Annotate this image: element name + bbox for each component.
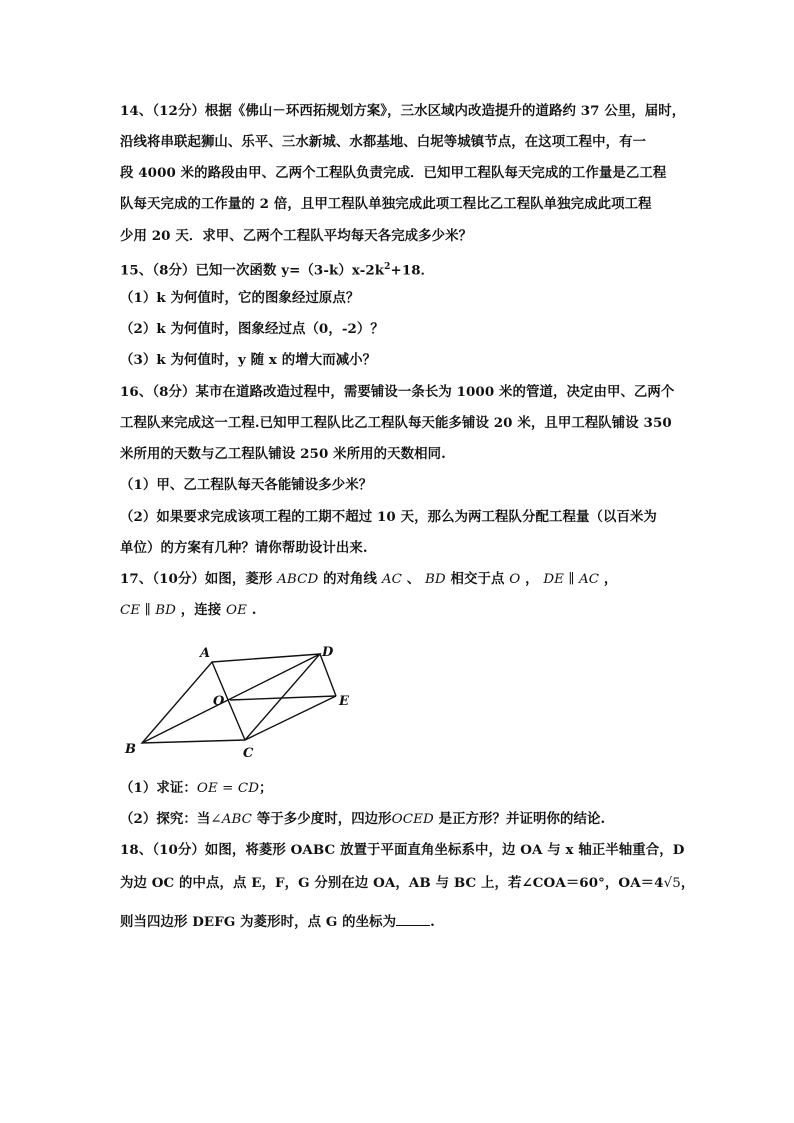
q17-line-2 [120, 600, 680, 621]
q17-line-1 [120, 569, 680, 590]
q17-ce-parallel-bd: CE ∥ BD [120, 603, 176, 618]
q15-part-2: （2）k 为何值时，图象经过点（0，-2）？ [120, 321, 384, 337]
q15-exponent: 2 [384, 262, 391, 272]
q17-l1g: 相交于点 [445, 571, 510, 587]
q16-part-2b: 单位）的方案有几种？请你帮助设计出来. [120, 540, 368, 556]
q16-part-2a: （2）如果要求完成该项工程的工期不超过 10 天，那么为两工程队分配工程量（以百米为 [120, 509, 657, 525]
q16-part-1: （1）甲、乙工程队每天各能铺设多少米？ [120, 477, 373, 493]
q18-line-3: 则当四边形 DEFG 为菱形时，点 G 的坐标为 . [120, 914, 435, 930]
q14-line-5: 少用 20 天．求甲、乙两个工程队平均每天各完成多少米？ [120, 228, 473, 244]
q17-l1e: 、 [401, 571, 425, 587]
rhombus-figure [120, 640, 360, 765]
q18-line-2 [120, 873, 695, 894]
q18-line-1: 18、（10分）如图，将菱形 OABC 放置于平面直角坐标系中，边 OA 与 x 轴正半轴重合，D [120, 842, 685, 858]
label-o: O [213, 694, 225, 709]
q17-quad-oced: OCED [391, 812, 434, 827]
label-d: D [322, 645, 334, 660]
q15-part-3: （3）k 为何值时，y 随 x 的增大而减小？ [120, 352, 377, 368]
q18-l3: 则当四边形 DEFG 为菱形时，点 G 的坐标为 [120, 914, 397, 930]
q14-line-3: 段 4000 米的路段由甲、乙两个工程队负责完成．已知甲工程队每天完成的工作量是乙工程 [120, 165, 667, 181]
q17-de-parallel-ac: DE ∥ AC [543, 572, 600, 587]
q17-p2a: （2）探究：当 [120, 811, 211, 827]
q17-l1c: 的对角线 [318, 571, 382, 587]
q17-part-1 [120, 778, 680, 799]
segment-de [320, 654, 336, 696]
q14-line-4: 队每天完成的工作量的 2 倍，且甲工程队单独完成此项工程比乙工程队单独完成此项工程 [120, 196, 652, 212]
q16-line-3: 米所用的天数与乙工程队铺设 250 米所用的天数相同. [120, 446, 446, 462]
q17-p1c: ； [259, 780, 273, 796]
q15-header-b: +18． [390, 262, 435, 279]
q17-p1-equation: OE = CD [196, 781, 260, 796]
q15-part-1: （1）k 为何值时，它的图象经过原点？ [120, 290, 360, 306]
q17-p2e: 是正方形？并证明你的结论. [433, 811, 606, 827]
q17-point-o: O [509, 572, 521, 587]
segment-ce [245, 696, 336, 740]
q17-l1k: ， [599, 571, 618, 587]
q17-diag-ac: AC [381, 572, 402, 587]
q17-p2c: 等于多少度时，四边形 [252, 811, 392, 827]
q17-l1i: ， [520, 571, 544, 587]
q16-line-2: 工程队来完成这一工程.已知甲工程队比乙工程队每天能多铺设 20 米，且甲工程队铺设 350 [120, 415, 672, 431]
q17-l2b: ，连接 [176, 602, 226, 618]
q14-line-2: 沿线将串联起狮山、乐平、三水新城、水都基地、白坭等城镇节点，在这项工程中，有一 [120, 134, 647, 150]
answer-blank[interactable] [396, 913, 430, 926]
q18-l2a: 为边 OC 的中点，点 E，F，G 分别在边 OA，AB 与 BC 上，若∠COA＝60°，OA＝4 [120, 875, 664, 891]
q17-l2d: . [246, 602, 257, 618]
diagonal-bd [142, 654, 320, 743]
q15-header-a: 15、（8分）已知一次函数 y=（3-k）x-2k [120, 262, 385, 279]
q15-header [120, 257, 680, 280]
q14-line-1: 14、（12分）根据《佛山－环西拓规划方案》，三水区域内改造提升的道路约 37 公里，届时， [120, 103, 686, 119]
q18-radical: √5 [663, 876, 681, 891]
q17-p1a: （1）求证： [120, 780, 197, 796]
label-a: A [200, 646, 211, 661]
label-c: C [243, 746, 254, 761]
q17-segment-oe: OE [226, 603, 247, 618]
label-e: E [339, 694, 349, 709]
q17-diag-bd: BD [424, 572, 446, 587]
q17-part-2 [120, 809, 680, 830]
q16-line-1: 16、（8分）某市在道路改造过程中，需要铺设一条长为 1000 米的管道，决定由甲、乙两个 [120, 384, 675, 400]
q18-l2b: ， [680, 875, 695, 891]
label-b: B [125, 742, 136, 757]
q17-l1a: 17、（10分）如图，菱形 [120, 571, 278, 587]
q17-rhombus-name: ABCD [277, 572, 319, 587]
q17-angle-abc: ∠ABC [210, 812, 252, 827]
